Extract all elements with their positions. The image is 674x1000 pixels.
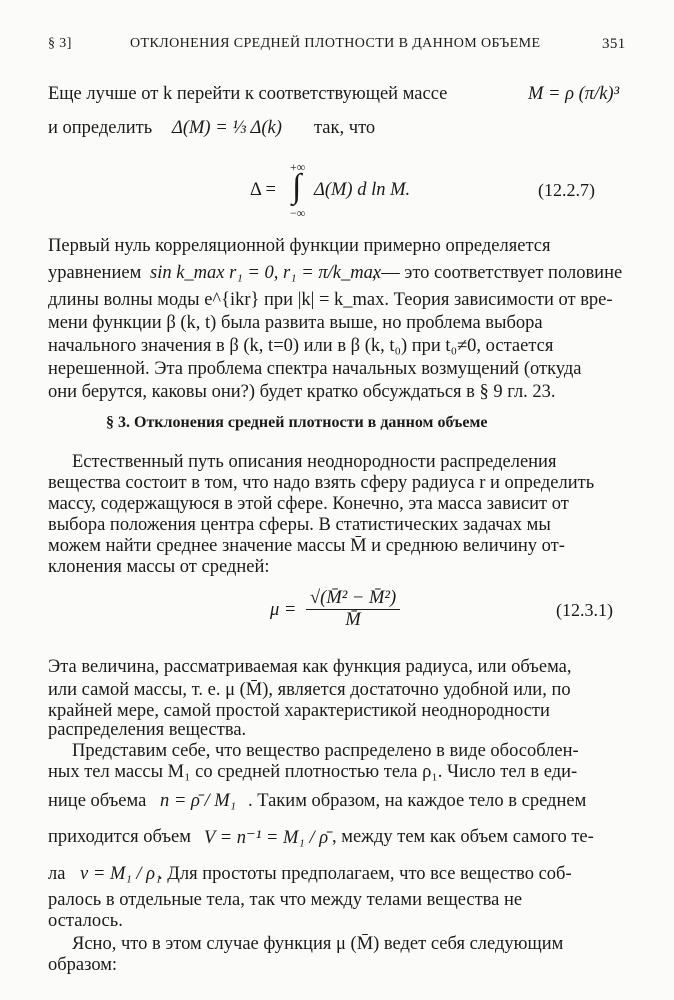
para3-line3: массу, содержащуюся в этой сфере. Конечно, эта масса зависит от (48, 494, 569, 514)
eq-12-3-1-lhs: μ = (270, 600, 297, 620)
para5-line3-text-a: нице объема (48, 791, 147, 811)
section-title: § 3. Отклонения средней плотности в данном объеме (106, 414, 488, 431)
para3-line6: клонения массы от средней: (48, 557, 270, 577)
para5-line5-text-b: . Для простоты предполагаем, что все вещество соб- (158, 864, 572, 884)
para4-line4: распределения вещества. (48, 720, 247, 740)
para2-line2-text-b: , — это соответствует половине (372, 263, 623, 283)
para5-line7: осталось. (48, 911, 123, 931)
page-number: 351 (602, 36, 626, 52)
formula-first-zero: sin k_max r₁ = 0, r₁ = π/k_max (150, 263, 382, 283)
para3-line1: Естественный путь описания неоднородности распределения (72, 452, 557, 472)
integral-upper-limit: +∞ (290, 160, 306, 174)
para3-line2: вещества состоит в том, что надо взять сферу радиуса r и определить (48, 473, 595, 493)
para5-line6: ралось в отдельные тела, так что между телами вещества не (48, 890, 523, 910)
para4-line3: крайней мере, самой простой характеристикой неоднородности (48, 701, 550, 721)
para2-line2-text-a: уравнением (48, 263, 142, 283)
para6-line2: образом: (48, 955, 118, 975)
para2-line7: они берутся, каковы они?) будет кратко обсуждаться в § 9 гл. 23. (48, 382, 556, 402)
para2-line5: начального значения в β (k, t=0) или в β (k, t₀) при t₀≠0, остается (48, 336, 554, 356)
para4-line1: Эта величина, рассматриваемая как функция радиуса, или объема, (48, 657, 572, 677)
para3-line5: можем найти среднее значение массы M̄ и среднюю величину от- (48, 536, 565, 556)
para1-line2-text-b: так, что (314, 118, 376, 138)
eq-12-3-1-fraction (306, 588, 400, 631)
para1-line1-text: Еще лучше от k перейти к соответствующей массе (48, 84, 448, 104)
running-title: ОТКЛОНЕНИЯ СРЕДНЕЙ ПЛОТНОСТИ В ДАННОМ ОБЪЕМЕ (130, 36, 541, 51)
integral-lower-limit: −∞ (290, 206, 306, 220)
equation-number-12-3-1: (12.3.1) (556, 600, 613, 620)
para3-line4: выбора положения центра сферы. В статистических задачах мы (48, 515, 551, 535)
eq-12-2-7-lhs: Δ = (250, 180, 276, 200)
equation-number-12-2-7: (12.2.7) (538, 180, 595, 200)
para2-line4: мени функции β (k, t) была развита выше, но проблема выбора (48, 313, 543, 333)
eq-12-3-1-denominator: M̄ (345, 610, 361, 630)
para2-line3: длины волны моды e^{ikr} при |k| = k_max. Теория зависимости от вре- (48, 290, 613, 310)
formula-delta-m: Δ(M) = ⅓ Δ(k) (172, 118, 282, 138)
header-section-ref: § 3] (48, 36, 72, 51)
para5-line4-text-b: , между тем как объем самого те- (332, 827, 594, 847)
eq-12-3-1-numerator: √(M̄² − M̄²) (306, 588, 400, 610)
para4-line2: или самой массы, т. е. μ (M̄), является достаточно удобной или, по (48, 680, 571, 700)
integrand: Δ(M) d ln M. (314, 180, 411, 200)
para1-line2-text-a: и определить (48, 118, 153, 138)
para5-line5-text-a: ла (48, 864, 66, 884)
formula-number-density: n = ρ̄ / M₁ (160, 791, 237, 811)
formula-body-volume: v = M₁ / ρ₁ (80, 864, 162, 884)
formula-volume-per-body: V = n⁻¹ = M₁ / ρ̄ (204, 828, 329, 848)
para5-line4-text-a: приходится объем (48, 827, 191, 847)
formula-mass: M = ρ (π/k)³ (528, 84, 620, 104)
para2-line1: Первый нуль корреляционной функции примерно определяется (48, 236, 551, 256)
para5-line1: Представим себе, что вещество распределено в виде обособлен- (72, 741, 579, 761)
para5-line3-text-b: . Таким образом, на каждое тело в среднем (248, 791, 587, 811)
para6-line1: Ясно, что в этом случае функция μ (M̄) ведет себя следующим (72, 934, 564, 954)
para2-line6: нерешенной. Эта проблема спектра начальных возмущений (откуда (48, 359, 582, 379)
integral-sign: ∫ (292, 168, 302, 205)
para5-line2: ных тел массы M₁ со средней плотностью тела ρ₁. Число тел в еди- (48, 762, 578, 782)
